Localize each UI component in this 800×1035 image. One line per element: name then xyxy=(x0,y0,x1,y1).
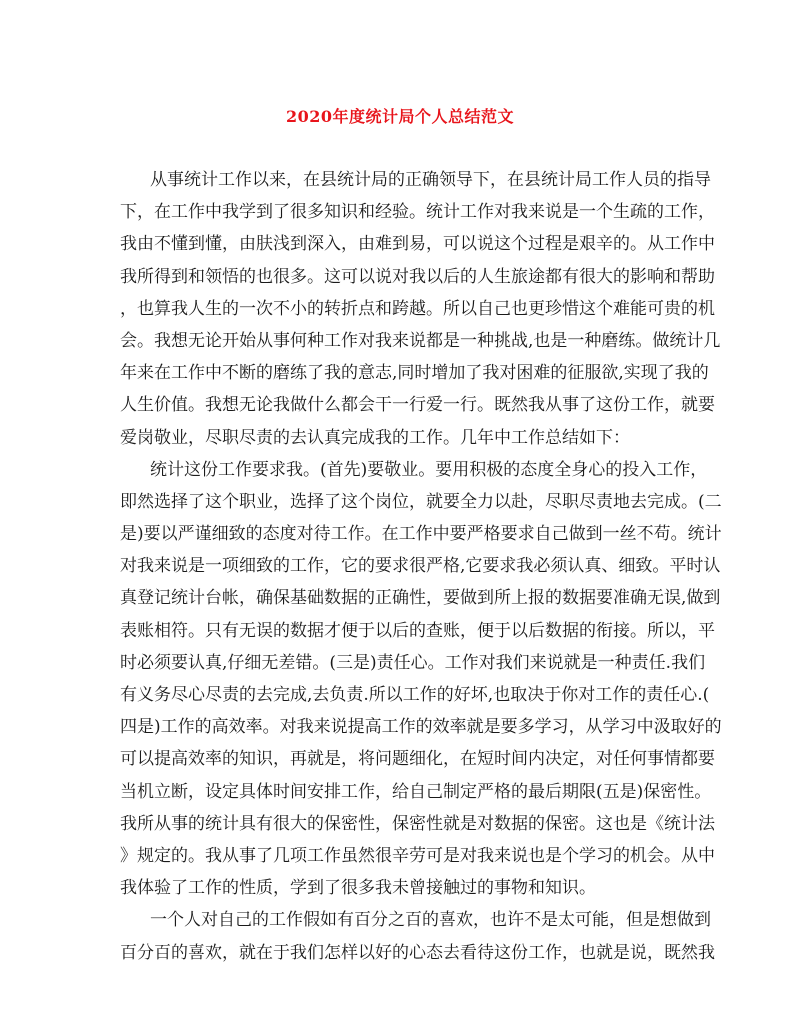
body-line: 真登记统计台帐，确保基础数据的正确性，要做到所上报的数据要准确无误,做到 xyxy=(120,588,721,609)
body-line: 我所从事的统计具有很大的保密性，保密性就是对数据的保密。这也是《统计法 xyxy=(120,813,715,834)
body-line: 是)要以严谨细致的态度对待工作。在工作中要严格要求自己做到一丝不苟。统计 xyxy=(120,524,722,545)
body-line: 会。我想无论开始从事何种工作对我来说都是一种挑战,也是一种磨练。做统计几 xyxy=(120,330,721,351)
body-line: 有义务尽心尽责的去完成,去负责.所以工作的好坏,也取决于你对工作的责任心.( xyxy=(120,685,710,705)
body-line: 从事统计工作以来，在县统计局的正确领导下，在县统计局工作人员的指导 xyxy=(150,170,711,190)
body-line: 百分百的喜欢，就在于我们怎样以好的心态去看待这份工作，也就是说，既然我 xyxy=(120,942,715,963)
body-line: 可以提高效率的知识，再就是，将问题细化，在短时间内决定，对任何事情都要 xyxy=(120,749,715,770)
document-body xyxy=(120,164,722,969)
body-line: 表账相符。只有无误的数据才便于以后的查账，便于以后数据的衔接。所以，平 xyxy=(120,620,715,641)
body-line: 对我来说是一项细致的工作，它的要求很严格,它要求我必须认真、细致。平时认 xyxy=(120,556,721,577)
body-line: 即然选择了这个职业，选择了这个岗位，就要全力以赴，尽职尽责地去完成。(二 xyxy=(120,491,722,512)
body-line: 我由不懂到懂，由肤浅到深入，由难到易，可以说这个过程是艰辛的。从工作中 xyxy=(120,234,715,255)
body-line: 时必须要认真,仔细无差错。(三是)责任心。工作对我们来说就是一种责任.我们 xyxy=(120,652,706,673)
body-line: 下，在工作中我学到了很多知识和经验。统计工作对我来说是一个生疏的工作， xyxy=(120,202,715,223)
body-line: 我体验了工作的性质，学到了很多我未曾接触过的事物和知识。 xyxy=(120,878,596,899)
body-line: 人生价值。我想无论我做什么都会干一行爱一行。既然我从事了这份工作，就要 xyxy=(120,395,715,416)
body-line: 》规定的。我从事了几项工作虽然很辛劳可是对我来说也是个学习的机会。从中 xyxy=(120,845,715,866)
body-line: 爱岗敬业，尽职尽责的去认真完成我的工作。几年中工作总结如下： xyxy=(120,427,630,448)
body-line: 当机立断，设定具体时间安排工作，给自己制定严格的最后期限(五是)保密性。 xyxy=(120,781,712,802)
body-line: 统计这份工作要求我。(首先)要敬业。要用积极的态度全身心的投入工作， xyxy=(150,459,708,480)
body-line: 年来在工作中不断的磨练了我的意志,同时增加了我对困难的征服欲,实现了我的 xyxy=(120,363,709,384)
body-line: 一个人对自己的工作假如有百分之百的喜欢，也许不是太可能，但是想做到 xyxy=(150,910,711,931)
body-line: ，也算我人生的一次不小的转折点和跨越。所以自己也更珍惜这个难能可贵的机 xyxy=(120,298,715,319)
body-line: 四是)工作的高效率。对我来说提高工作的效率就是要多学习，从学习中汲取好的 xyxy=(120,717,722,738)
body-line: 我所得到和领悟的也很多。这可以说对我以后的人生旅途都有很大的影响和帮助 xyxy=(120,266,715,287)
document-title: 2020年度统计局个人总结范文 xyxy=(285,107,515,126)
